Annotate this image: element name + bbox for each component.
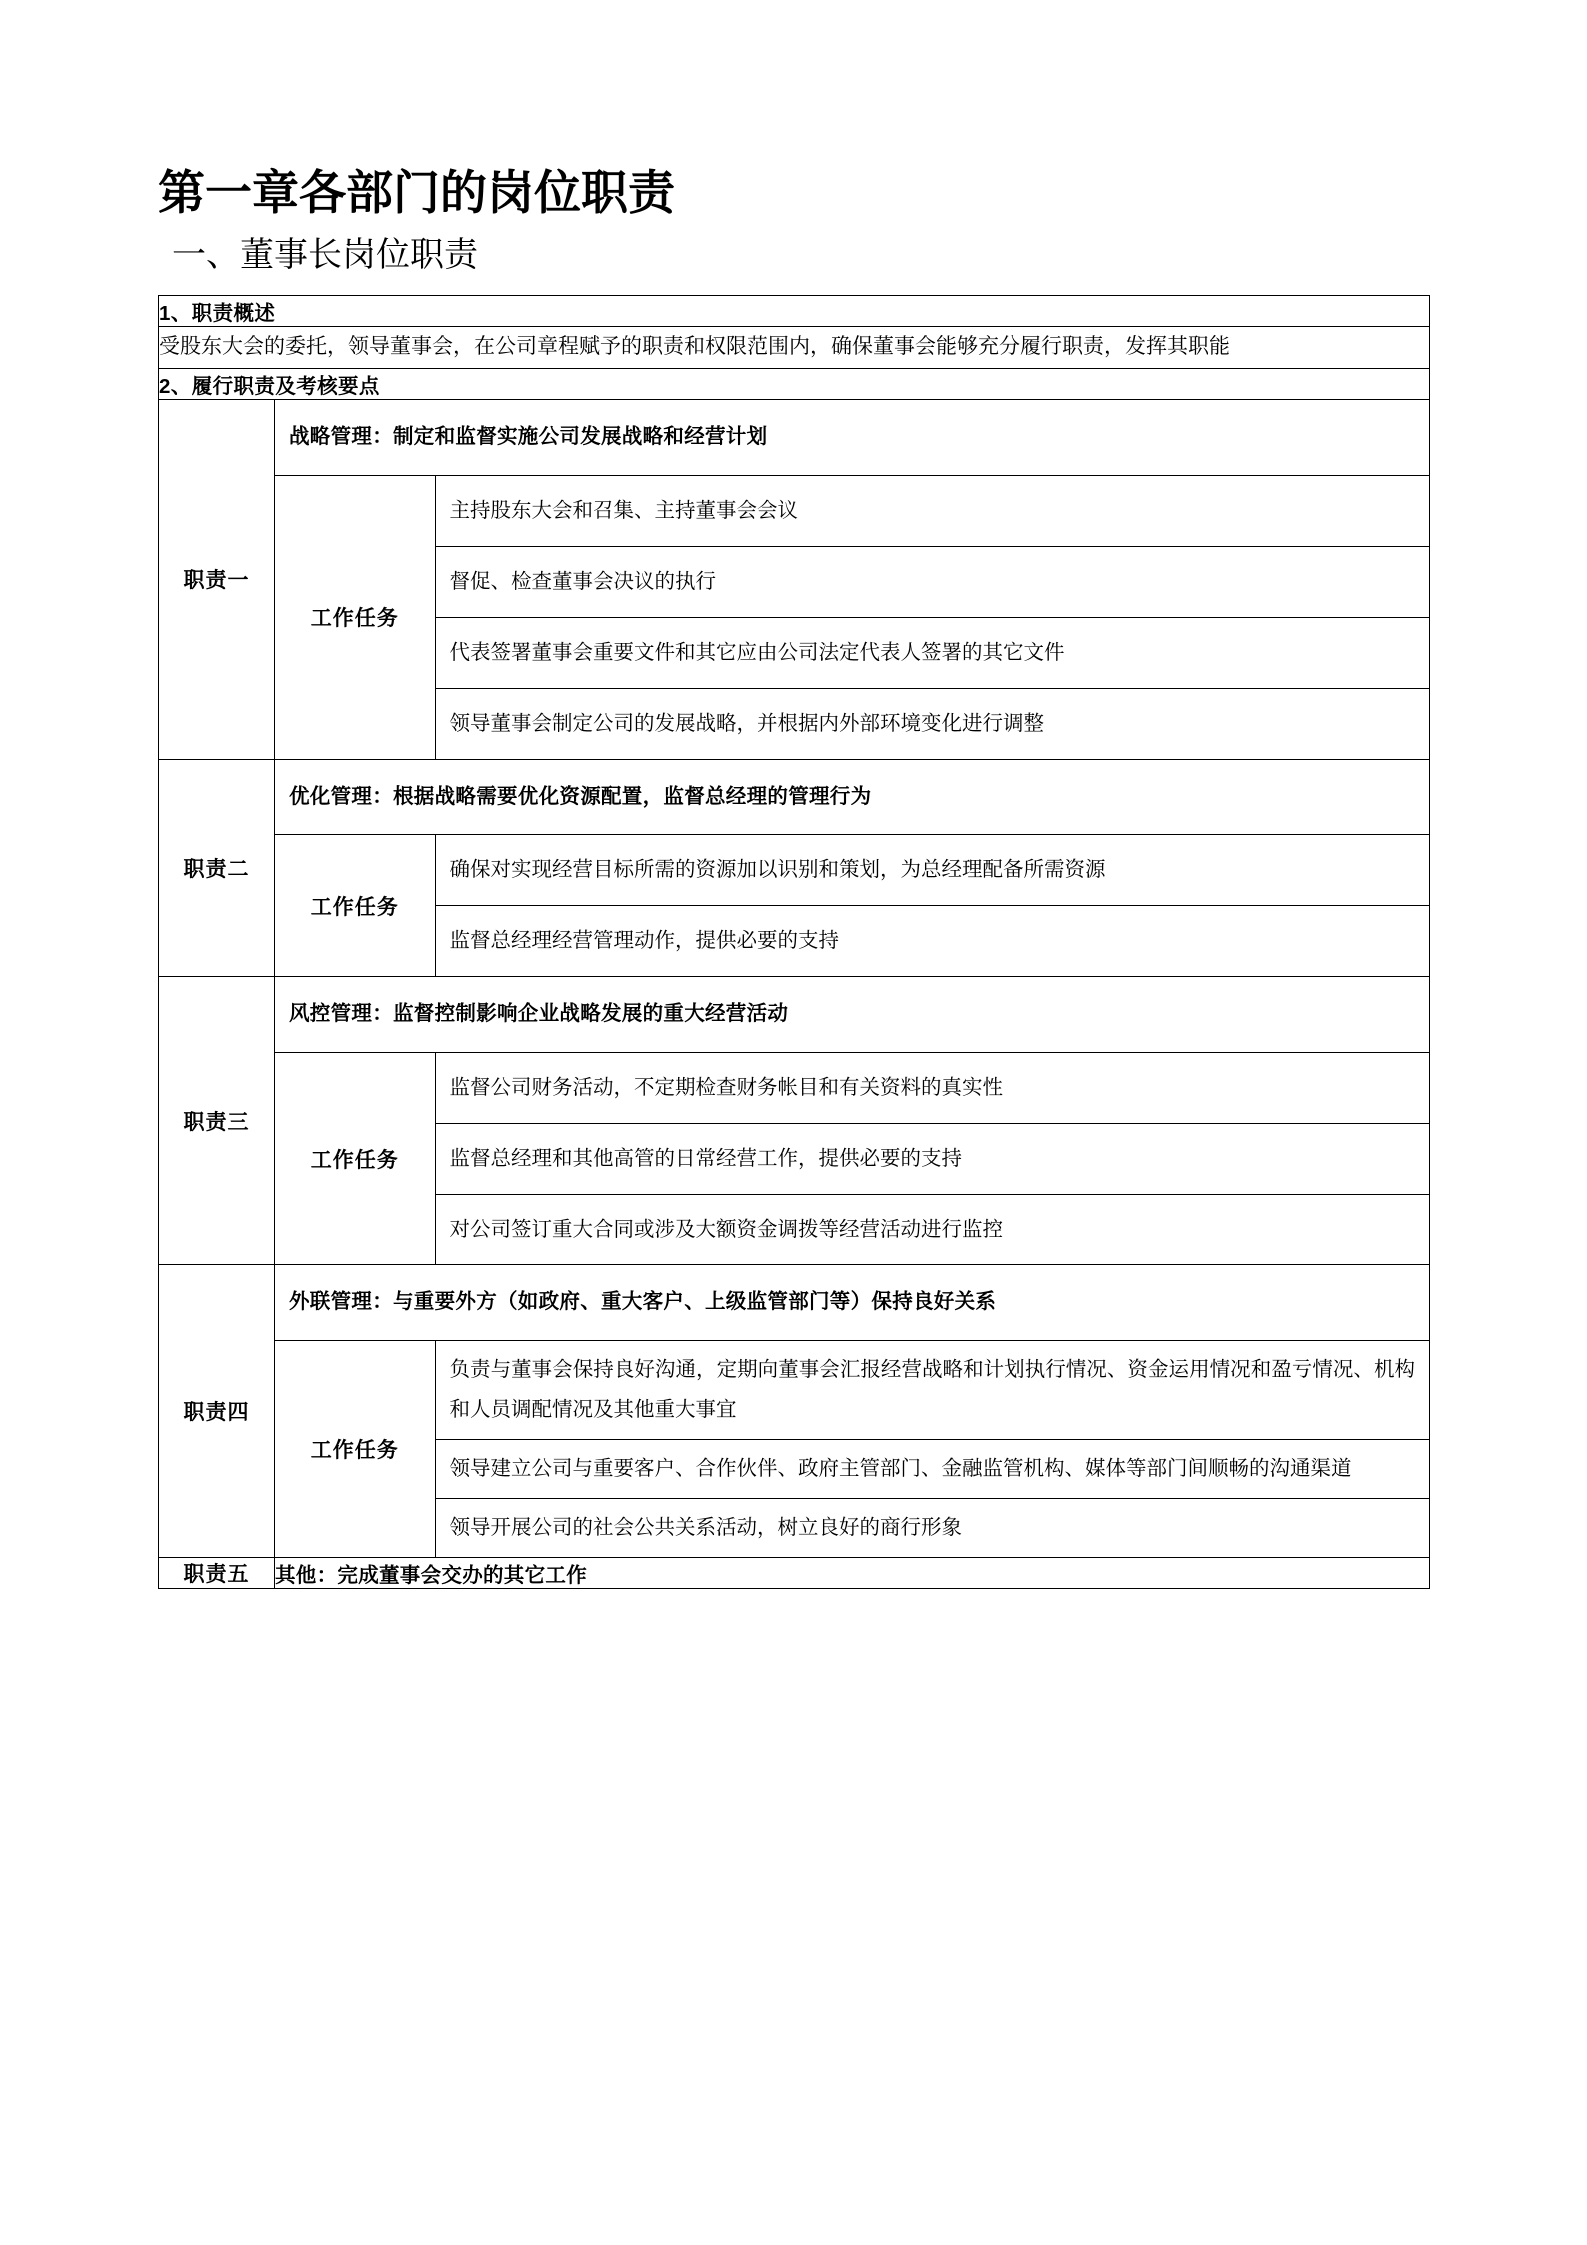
duties-heading: 2、履行职责及考核要点 <box>159 369 1430 400</box>
duty-title-5: 其他：完成董事会交办的其它工作 <box>275 1558 1430 1589</box>
table-row <box>159 977 1430 1265</box>
task-label-3: 工作任务 <box>275 1053 435 1265</box>
duty-label-1: 职责一 <box>159 400 275 759</box>
task-list-3 <box>435 1053 1429 1265</box>
list-item: 代表签署董事会重要文件和其它应由公司法定代表人签署的其它文件 <box>436 618 1430 689</box>
task-table-4 <box>275 1341 1429 1557</box>
duty-body-2 <box>275 759 1430 977</box>
duty-label-2: 职责二 <box>159 759 275 977</box>
duty-body-3 <box>275 977 1430 1265</box>
task-label-1: 工作任务 <box>275 476 435 759</box>
duty-title-3: 风控管理：监督控制影响企业战略发展的重大经营活动 <box>275 977 1429 1053</box>
page-subtitle: 一、董事长岗位职责 <box>172 234 478 275</box>
list-item: 督促、检查董事会决议的执行 <box>436 547 1430 618</box>
list-item: 对公司签订重大合同或涉及大额资金调拨等经营活动进行监控 <box>449 1217 1003 1241</box>
table-row <box>159 327 1430 369</box>
duty-title-1: 战略管理：制定和监督实施公司发展战略和经营计划 <box>275 400 1429 476</box>
duty-title-4: 外联管理：与重要外方（如政府、重大客户、上级监管部门等）保持良好关系 <box>275 1265 1429 1341</box>
list-item: 领导开展公司的社会公共关系活动，树立良好的商行形象 <box>449 1516 962 1540</box>
table-row <box>159 369 1430 400</box>
duty-body-4 <box>275 1265 1430 1558</box>
list-item: 负责与董事会保持良好沟通，定期向董事会汇报经营战略和计划执行情况、资金运用情况和盈亏情况、机构和人员调配情况及其他重大事宜 <box>436 1341 1430 1440</box>
overview-heading: 1、职责概述 <box>159 296 1430 327</box>
duty-label-4: 职责四 <box>159 1265 275 1558</box>
task-list-4 <box>435 1341 1429 1557</box>
duty-body-1 <box>275 400 1430 759</box>
document-content <box>158 0 1458 1589</box>
list-item: 确保对实现经营目标所需的资源加以识别和策划，为总经理配备所需资源 <box>436 835 1430 906</box>
task-table-1 <box>275 476 1429 759</box>
list-item: 监督总经理和其他高管的日常经营工作，提供必要的支持 <box>436 1124 1430 1195</box>
task-table-2 <box>275 835 1429 976</box>
duty-title-2: 优化管理：根据战略需要优化资源配置，监督总经理的管理行为 <box>275 760 1429 836</box>
table-row <box>159 296 1430 327</box>
overview-text: 受股东大会的委托，领导董事会，在公司章程赋予的职责和权限范围内，确保董事会能够充分履行职责，发挥其职能 <box>159 327 1430 369</box>
job-responsibility-table <box>158 295 1430 1589</box>
table-row <box>159 1265 1430 1558</box>
list-item: 领导董事会制定公司的发展战略，并根据内外部环境变化进行调整 <box>449 711 1044 735</box>
task-label-2: 工作任务 <box>275 835 435 976</box>
table-row <box>159 759 1430 977</box>
duty-label-5: 职责五 <box>159 1558 275 1589</box>
page-title: 第一章各部门的岗位职责 <box>158 166 675 221</box>
table-row <box>159 1558 1430 1589</box>
task-label-4: 工作任务 <box>275 1341 435 1557</box>
table-row <box>159 400 1430 759</box>
task-list-1 <box>435 476 1429 759</box>
list-item: 主持股东大会和召集、主持董事会会议 <box>436 476 1430 547</box>
list-item: 领导建立公司与重要客户、合作伙伴、政府主管部门、金融监管机构、媒体等部门间顺畅的沟通渠道 <box>436 1440 1430 1499</box>
list-item: 监督总经理经营管理动作，提供必要的支持 <box>449 929 839 953</box>
duty-label-3: 职责三 <box>159 977 275 1265</box>
task-table-3 <box>275 1053 1429 1265</box>
task-list-2 <box>435 835 1429 976</box>
list-item: 监督公司财务活动，不定期检查财务帐目和有关资料的真实性 <box>436 1053 1430 1124</box>
